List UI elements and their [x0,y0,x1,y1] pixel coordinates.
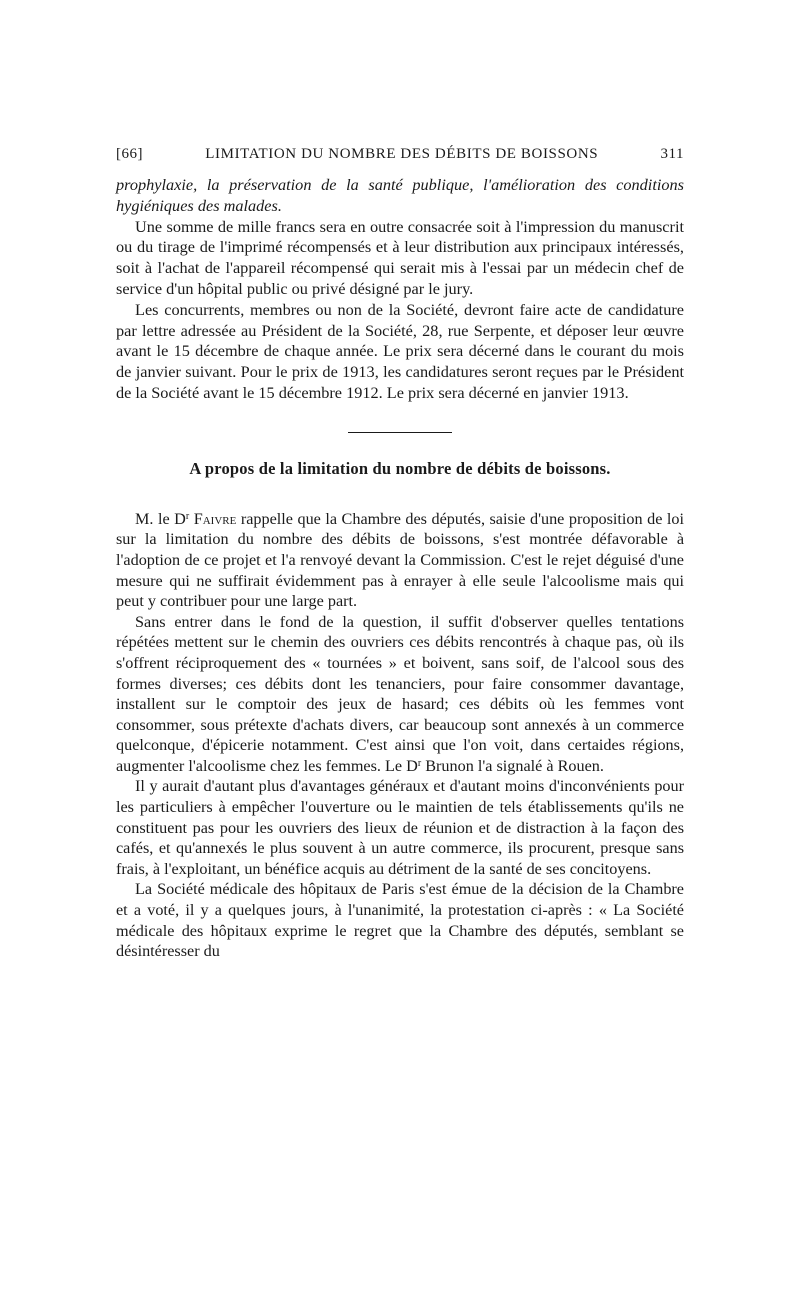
paragraph-temptations-text: Sans entrer dans le fond de la question, il suffit d'observer quelles tentations répétées mettent sur le chemin des ouvriers ces débits rencontrés à chaque pas, où ils s'offrent réciproquement des « tournées » et boivent, sans soif, de l'alcool sous des formes diverses; ces débits dont les tenanciers, pour faire consommer davantage, installent sur le comptoir des jeux de hasard; ces débits où les femmes vont consommer, sous prétexte d'achats divers, car beaucoup sont annexés à un commerce quelconque, d'épicerie notamment. C'est ainsi que l'on voit, dans certaides régions, augmenter l'alcoolisme chez les femmes. Le D [116,612,684,775]
paragraph-faivre-text: rappelle que la Chambre des députés, saisie d'une proposition de loi sur la limitation du nombre des débits de boissons, s'est montrée défavorable à l'adoption de ce projet et l'a renvoyé devant la Commission. C'est le rejet déguisé d'une mesure qui ne suffirait évidemment pas à enrayer à elle seule l'alcoolisme mais qui peut y contribuer pour une large part. [116,509,684,611]
paragraph-advantages: Il y aurait d'autant plus d'avantages généraux et d'autant moins d'inconvénients pour les particuliers à empêcher l'ouverture ou le maintien de tels établissements qu'ils ne constituent pas pour les ouvriers des lieux de réunion et de distraction à la façon des cafés, et qu'annexés le plus souvent à un autre commerce, ils procurent, presque sans frais, à l'exploitant, un bénéfice acquis au détriment de la santé de ses concitoyens. [116,777,684,878]
speaker-name: Faivre [193,509,237,528]
paragraph-lead: M. le D [135,509,186,528]
paragraph-faivre [116,509,684,612]
paragraph-candidature: Les concurrents, membres ou non de la Société, devront faire acte de candidature par lettre adressée au Président de la Société, 28, rue Serpente, et déposer leur œuvre avant le 15 décembre de chaque année. Le prix sera décerné dans le courant du mois de janvier suivant. Pour le prix de 1913, les candidatures seront reçues par le Président de la Société avant le 15 décembre 1912. Le prix sera décerné en janvier 1913. [116,299,684,402]
section-body [116,509,684,962]
section-heading: A propos de la limitation du nombre de débits de boissons. [189,458,611,478]
document-page [116,146,684,962]
header-title: LIMITATION DU NOMBRE DES DÉBITS DE BOISSONS [205,146,599,162]
paragraph-temptations-tail: Brunon l'a signalé à Rouen. [421,756,604,775]
page-number: 311 [660,146,684,162]
running-header [116,146,684,163]
paragraph-societe-medicale: La Société médicale des hôpitaux de Paris s'est émue de la décision de la Chambre et a voté, il y a quelques jours, à l'unanimité, la protestation ci-après : « La Société médicale des hôpitaux exprime le regret que la Chambre des députés, semblant se désintéresser du [116,880,684,961]
paragraph-temptations [116,612,684,777]
doctor-abbrev-sup-2: r [417,757,422,769]
paragraph-continuation: prophylaxie, la préservation de la santé publique, l'amélioration des conditions hygiéniques des malades. [116,175,684,215]
section-divider [348,432,452,433]
header-reference: [66] [116,146,143,162]
paragraph-prize-funding: Une somme de mille francs sera en outre consacrée soit à l'impression du manuscrit ou du tirage de l'imprimé récompensés et à leur distribution aux principaux intéressés, soit à l'achat de l'appareil récompensé qui serait mis à l'essai par un médecin chef de service d'un hôpital public ou privé désigné par le jury. [116,216,684,298]
doctor-abbrev-sup: r [185,510,190,522]
